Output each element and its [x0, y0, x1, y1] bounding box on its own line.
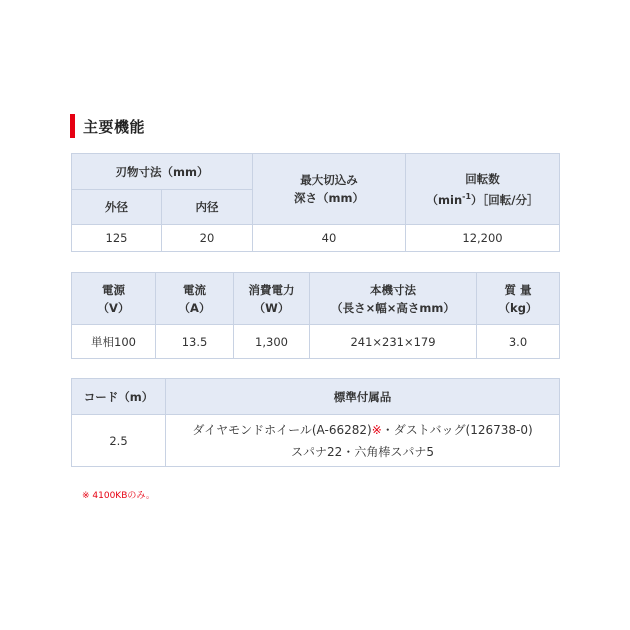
dimensions-header: 本機寸法 （長さ×幅×高さmm）: [310, 273, 477, 325]
current-value: 13.5: [156, 325, 234, 359]
power-source-value: 単相100: [72, 325, 156, 359]
rpm-value: 12,200: [406, 225, 560, 252]
heading-accent-bar: [70, 114, 75, 138]
table-row: [72, 415, 560, 467]
footnote: ※ 4100KBのみ。: [82, 491, 155, 501]
rpm-header: 回転数 $(\min^{-1})[$回転/分］: [406, 154, 560, 225]
section-title: 主要機能: [83, 117, 146, 136]
power-consumption-header: 消費電力 （W）: [234, 273, 310, 325]
blade-size-header: 刃物寸法（mm）: [72, 154, 253, 190]
note-mark: ※: [371, 422, 382, 437]
blade-spec-table: [71, 153, 560, 252]
power-spec-table: [71, 272, 560, 359]
table-row: [72, 225, 560, 252]
power-source-header: 電源 （V）: [72, 273, 156, 325]
inner-diameter-value: 20: [162, 225, 253, 252]
weight-value: 3.0: [477, 325, 560, 359]
max-cut-depth-header: 最大切込み 深さ（mm）: [253, 154, 406, 225]
current-header: 電流 （A）: [156, 273, 234, 325]
inner-diameter-header: 内径: [162, 190, 253, 225]
outer-diameter-header: 外径: [72, 190, 162, 225]
max-cut-depth-value: 40: [253, 225, 406, 252]
outer-diameter-value: 125: [72, 225, 162, 252]
standard-accessories-header: 標準付属品: [166, 379, 560, 415]
weight-header: 質 量 （kg）: [477, 273, 560, 325]
accessories-table: [71, 378, 560, 467]
dimensions-value: 241×231×179: [310, 325, 477, 359]
standard-accessories-value: ダイヤモンドホイール(A-66282)※・ダストバッグ(126738-0) スパナ22・六角棒スパナ5: [166, 415, 560, 467]
table-row: [72, 325, 560, 359]
power-consumption-value: 1,300: [234, 325, 310, 359]
cord-length-header: コード（m）: [72, 379, 166, 415]
section-heading: [70, 114, 145, 138]
cord-length-value: 2.5: [72, 415, 166, 467]
